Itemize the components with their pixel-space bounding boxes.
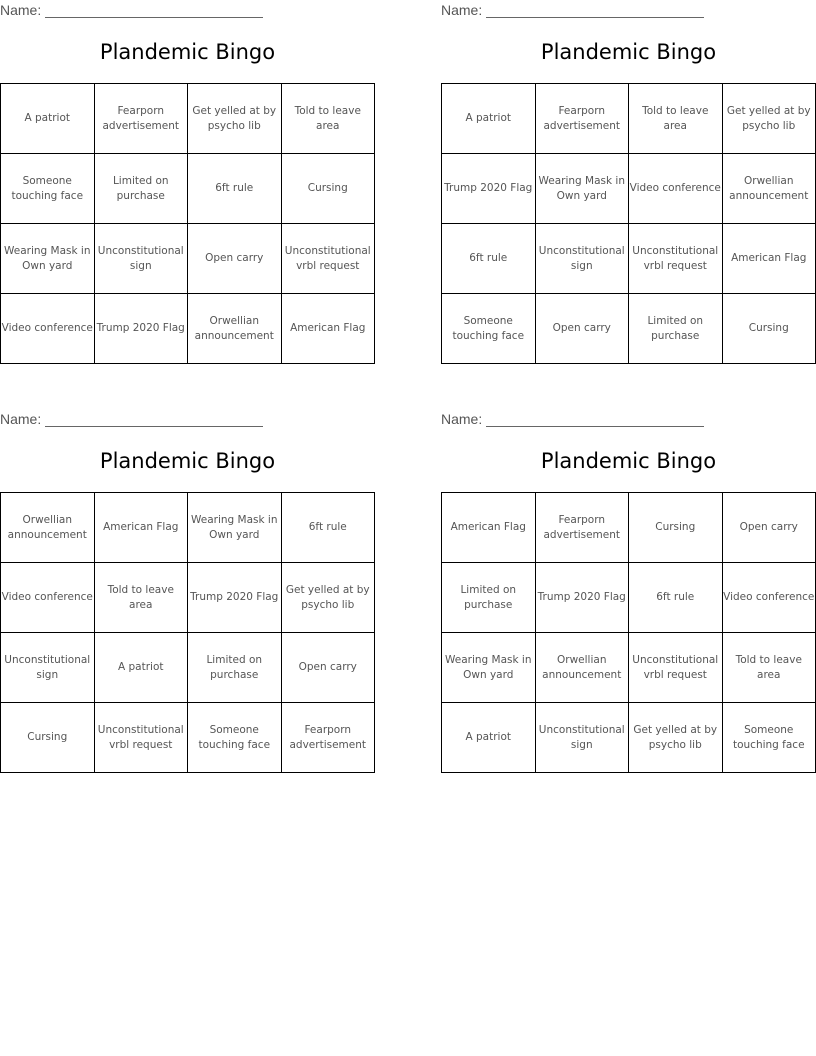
card-title: Plandemic Bingo xyxy=(99,449,276,473)
bingo-cell[interactable]: Orwellian announcement xyxy=(1,493,95,563)
bingo-cell[interactable]: Wearing Mask in Own yard xyxy=(188,493,282,563)
bingo-cell[interactable]: Trump 2020 Flag xyxy=(535,563,629,633)
bingo-grid xyxy=(441,492,816,773)
name-blank-line[interactable] xyxy=(45,3,263,18)
bingo-cell[interactable]: Limited on purchase xyxy=(442,563,536,633)
bingo-cell[interactable]: Fearporn advertisement xyxy=(535,493,629,563)
card-title: Plandemic Bingo xyxy=(540,449,717,473)
grid-row xyxy=(442,493,816,563)
bingo-cell[interactable]: Told to leave area xyxy=(722,633,816,703)
grid-row xyxy=(442,224,816,294)
bingo-cell[interactable]: Orwellian announcement xyxy=(188,294,282,364)
bingo-cell[interactable]: Unconstitutional sign xyxy=(535,703,629,773)
grid-row xyxy=(1,84,375,154)
bingo-cell[interactable]: Limited on purchase xyxy=(629,294,723,364)
name-label: Name: xyxy=(0,2,42,18)
bingo-cell[interactable]: Trump 2020 Flag xyxy=(94,294,188,364)
bingo-cell[interactable]: Unconstitutional sign xyxy=(1,633,95,703)
bingo-cell[interactable]: Unconstitutional vrbl request xyxy=(281,224,375,294)
bingo-cell[interactable]: A patriot xyxy=(94,633,188,703)
bingo-cell[interactable]: Video conference xyxy=(1,294,95,364)
bingo-cell[interactable]: Orwellian announcement xyxy=(722,154,816,224)
bingo-cell[interactable]: Fearporn advertisement xyxy=(281,703,375,773)
bingo-cell[interactable]: Wearing Mask in Own yard xyxy=(1,224,95,294)
bingo-cell[interactable]: Open carry xyxy=(722,493,816,563)
bingo-cell[interactable]: Video conference xyxy=(722,563,816,633)
name-blank-line[interactable] xyxy=(486,412,704,427)
bingo-cell[interactable]: Video conference xyxy=(1,563,95,633)
bingo-cell[interactable]: Get yelled at by psycho lib xyxy=(629,703,723,773)
card-title: Plandemic Bingo xyxy=(540,40,717,64)
grid-row xyxy=(1,154,375,224)
grid-row xyxy=(442,633,816,703)
bingo-cell[interactable]: 6ft rule xyxy=(442,224,536,294)
name-label: Name: xyxy=(441,411,483,427)
grid-row xyxy=(442,703,816,773)
bingo-cell[interactable]: Cursing xyxy=(281,154,375,224)
grid-row xyxy=(442,154,816,224)
bingo-cell[interactable]: Get yelled at by psycho lib xyxy=(188,84,282,154)
grid-row xyxy=(1,563,375,633)
bingo-grid xyxy=(441,83,816,364)
bingo-cell[interactable]: A patriot xyxy=(442,84,536,154)
bingo-cell[interactable]: Someone touching face xyxy=(722,703,816,773)
bingo-cell[interactable]: Cursing xyxy=(629,493,723,563)
bingo-cell[interactable]: Orwellian announcement xyxy=(535,633,629,703)
bingo-cell[interactable]: Unconstitutional sign xyxy=(94,224,188,294)
bingo-cell[interactable]: 6ft rule xyxy=(188,154,282,224)
grid-row xyxy=(442,294,816,364)
bingo-cell[interactable]: Limited on purchase xyxy=(94,154,188,224)
bingo-card xyxy=(441,0,816,364)
bingo-cell[interactable]: Cursing xyxy=(722,294,816,364)
bingo-cell[interactable]: Unconstitutional vrbl request xyxy=(629,224,723,294)
bingo-cell[interactable]: 6ft rule xyxy=(629,563,723,633)
bingo-card xyxy=(0,409,375,773)
grid-row xyxy=(1,633,375,703)
bingo-cell[interactable]: Wearing Mask in Own yard xyxy=(442,633,536,703)
name-label: Name: xyxy=(441,2,483,18)
bingo-cell[interactable]: Open carry xyxy=(535,294,629,364)
bingo-cell[interactable]: Open carry xyxy=(188,224,282,294)
bingo-cell[interactable]: Trump 2020 Flag xyxy=(188,563,282,633)
grid-row xyxy=(442,84,816,154)
name-field xyxy=(0,2,263,18)
bingo-cell[interactable]: Wearing Mask in Own yard xyxy=(535,154,629,224)
bingo-cell[interactable]: A patriot xyxy=(1,84,95,154)
bingo-cell[interactable]: American Flag xyxy=(722,224,816,294)
grid-row xyxy=(442,563,816,633)
grid-row xyxy=(1,493,375,563)
name-field xyxy=(0,411,263,427)
name-field xyxy=(441,411,704,427)
grid-row xyxy=(1,294,375,364)
bingo-cell[interactable]: A patriot xyxy=(442,703,536,773)
bingo-card xyxy=(0,0,375,364)
bingo-cell[interactable]: Told to leave area xyxy=(629,84,723,154)
bingo-cell[interactable]: Told to leave area xyxy=(281,84,375,154)
bingo-cell[interactable]: 6ft rule xyxy=(281,493,375,563)
bingo-cell[interactable]: Open carry xyxy=(281,633,375,703)
bingo-cell[interactable]: American Flag xyxy=(442,493,536,563)
bingo-cell[interactable]: Someone touching face xyxy=(1,154,95,224)
bingo-cell[interactable]: American Flag xyxy=(281,294,375,364)
bingo-cell[interactable]: Unconstitutional sign xyxy=(535,224,629,294)
bingo-cell[interactable]: Cursing xyxy=(1,703,95,773)
bingo-cell[interactable]: Video conference xyxy=(629,154,723,224)
name-blank-line[interactable] xyxy=(45,412,263,427)
name-blank-line[interactable] xyxy=(486,3,704,18)
bingo-cell[interactable]: Trump 2020 Flag xyxy=(442,154,536,224)
bingo-cell[interactable]: Fearporn advertisement xyxy=(535,84,629,154)
bingo-cell[interactable]: Get yelled at by psycho lib xyxy=(722,84,816,154)
card-title: Plandemic Bingo xyxy=(99,40,276,64)
bingo-cell[interactable]: Fearporn advertisement xyxy=(94,84,188,154)
bingo-card xyxy=(441,409,816,773)
bingo-cell[interactable]: Limited on purchase xyxy=(188,633,282,703)
grid-row xyxy=(1,224,375,294)
bingo-cell[interactable]: Told to leave area xyxy=(94,563,188,633)
name-label: Name: xyxy=(0,411,42,427)
bingo-grid xyxy=(0,83,375,364)
grid-row xyxy=(1,703,375,773)
bingo-grid xyxy=(0,492,375,773)
name-field xyxy=(441,2,704,18)
bingo-cell[interactable]: American Flag xyxy=(94,493,188,563)
bingo-cell[interactable]: Unconstitutional vrbl request xyxy=(629,633,723,703)
bingo-cell[interactable]: Get yelled at by psycho lib xyxy=(281,563,375,633)
bingo-cell[interactable]: Someone touching face xyxy=(188,703,282,773)
bingo-cell[interactable]: Someone touching face xyxy=(442,294,536,364)
bingo-cell[interactable]: Unconstitutional vrbl request xyxy=(94,703,188,773)
